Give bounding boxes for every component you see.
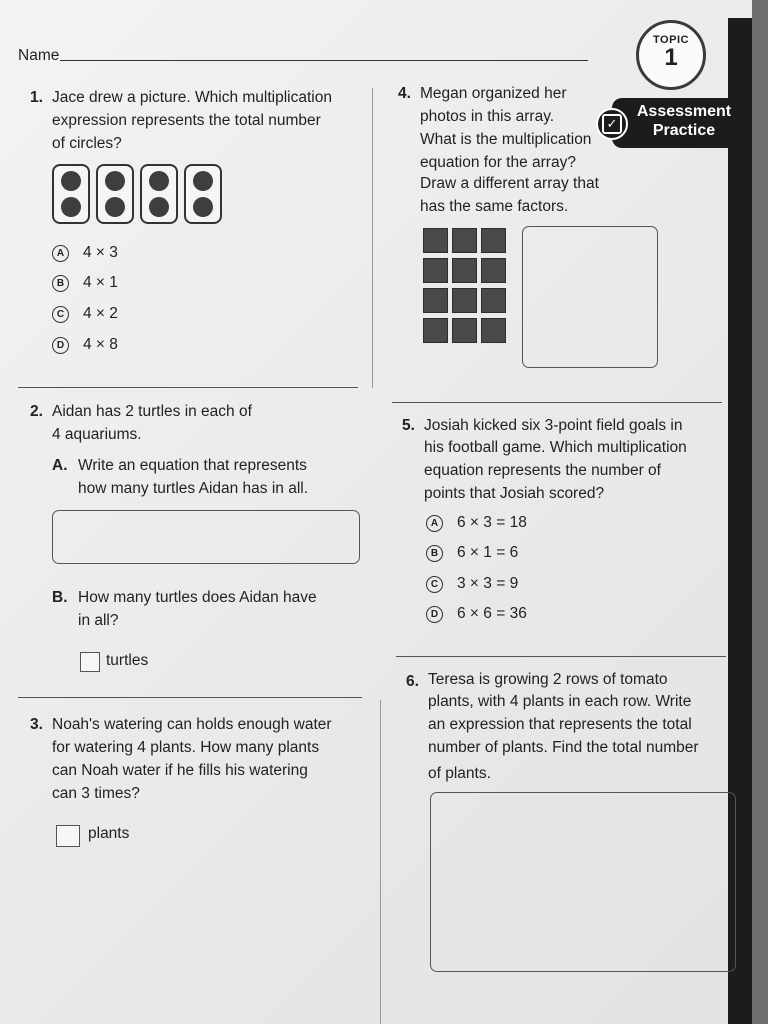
section-divider [18, 387, 358, 388]
checkbox-icon: ✓ [596, 108, 628, 140]
q4-text-line-4: equation for the array? [420, 154, 576, 171]
topic-number: 1 [664, 44, 678, 71]
q3-text-line-3: can Noah water if he fills his watering [52, 762, 308, 779]
choice-text: 3 × 3 = 9 [457, 575, 519, 592]
q6-text-line-4: number of plants. Find the total number [428, 739, 699, 756]
photo-square [423, 318, 448, 343]
choice-text: 6 × 1 = 6 [457, 544, 519, 561]
section-divider [18, 697, 362, 698]
photo-square [452, 288, 477, 313]
badge-line-1: Assessment [636, 103, 732, 120]
choice-text: 4 × 3 [83, 244, 118, 261]
q1-text-line-3: of circles? [52, 135, 122, 152]
q6-number: 6. [406, 673, 419, 690]
choice-bubble-d[interactable]: D [52, 337, 69, 354]
q4-text-line-3: What is the multiplication [420, 131, 592, 148]
q5-choice-b[interactable] [426, 544, 518, 562]
photo-square [452, 228, 477, 253]
q2-number: 2. [30, 403, 43, 420]
photo-square [481, 318, 506, 343]
choice-text: 4 × 1 [83, 274, 118, 291]
section-divider [396, 656, 726, 657]
q1-choice-a[interactable] [52, 244, 118, 262]
q3-text-line-1: Noah's watering can holds enough water [52, 716, 332, 733]
circle-card [52, 164, 90, 224]
q5-text-line-2: his football game. Which multiplication [424, 439, 687, 456]
circle-card [140, 164, 178, 224]
choice-text: 4 × 8 [83, 336, 118, 353]
q1-choice-c[interactable] [52, 305, 118, 323]
choice-bubble-c[interactable]: C [52, 306, 69, 323]
q6-text-line-3: an expression that represents the total [428, 716, 692, 733]
q2-text-line-2: 4 aquariums. [52, 426, 142, 443]
choice-bubble-c[interactable]: C [426, 576, 443, 593]
topic-label: TOPIC [653, 34, 689, 46]
choice-bubble-a[interactable]: A [426, 515, 443, 532]
q1-text-line-2: expression represents the total number [52, 112, 321, 129]
q4-number: 4. [398, 85, 411, 102]
q3-answer-unit: plants [88, 825, 130, 842]
photo-square [481, 228, 506, 253]
photo-square [423, 288, 448, 313]
q3-plants-answer-box[interactable] [56, 825, 80, 847]
photo-square [423, 258, 448, 283]
q5-choice-c[interactable] [426, 575, 518, 593]
q2-part-a-answer-box[interactable] [52, 510, 360, 564]
q2-part-a-line-2: how many turtles Aidan has in all. [78, 480, 309, 497]
q1-number: 1. [30, 89, 43, 106]
column-divider-bottom [380, 700, 381, 1024]
q5-text-line-3: equation represents the number of [424, 462, 661, 479]
q2-answer-unit: turtles [106, 652, 149, 669]
q1-text-line-1: Jace drew a picture. Which multiplication [52, 89, 332, 106]
q2-part-b-line-2: in all? [78, 612, 119, 629]
circle-card [184, 164, 222, 224]
q3-number: 3. [30, 716, 43, 733]
q2-part-a-label: A. [52, 457, 68, 474]
q4-text-line-6: has the same factors. [420, 198, 569, 215]
q3-text-line-4: can 3 times? [52, 785, 140, 802]
q6-text-line-1: Teresa is growing 2 rows of tomato [428, 671, 668, 688]
q5-text-line-1: Josiah kicked six 3-point field goals in [424, 417, 683, 434]
q2-turtles-answer-box[interactable] [80, 652, 100, 672]
q4-text-line-1: Megan organized her [420, 85, 567, 102]
q6-text-line-5: of plants. [428, 765, 491, 782]
q4-text-line-2: photos in this array. [420, 108, 555, 125]
photo-square [452, 318, 477, 343]
choice-bubble-a[interactable]: A [52, 245, 69, 262]
column-divider-top [372, 88, 373, 388]
q2-part-b-line-1: How many turtles does Aidan have [78, 589, 317, 606]
circle-card [96, 164, 134, 224]
q2-text-line-1: Aidan has 2 turtles in each of [52, 403, 252, 420]
choice-bubble-b[interactable]: B [426, 545, 443, 562]
topic-badge [636, 20, 706, 90]
q1-choice-b[interactable] [52, 274, 118, 292]
q5-text-line-4: points that Josiah scored? [424, 485, 605, 502]
q2-part-a-line-1: Write an equation that represents [78, 457, 307, 474]
choice-text: 6 × 3 = 18 [457, 514, 527, 531]
photo-square [481, 288, 506, 313]
photo-square [481, 258, 506, 283]
choice-bubble-b[interactable]: B [52, 275, 69, 292]
q4-text-line-5: Draw a different array that [420, 175, 599, 192]
q1-choice-d[interactable] [52, 336, 118, 354]
q5-choice-a[interactable] [426, 514, 527, 532]
choice-text: 4 × 2 [83, 305, 118, 322]
q5-choice-d[interactable] [426, 605, 527, 623]
q3-text-line-2: for watering 4 plants. How many plants [52, 739, 320, 756]
section-divider [392, 402, 722, 403]
assessment-practice-badge [606, 98, 732, 148]
photo-square [423, 228, 448, 253]
photo-square [452, 258, 477, 283]
q6-answer-box[interactable] [430, 792, 736, 972]
name-label: Name [18, 47, 60, 64]
q4-draw-array-box[interactable] [522, 226, 658, 368]
choice-text: 6 × 6 = 36 [457, 605, 527, 622]
choice-bubble-d[interactable]: D [426, 606, 443, 623]
name-line[interactable] [60, 60, 588, 61]
q6-text-line-2: plants, with 4 plants in each row. Write [428, 693, 692, 710]
badge-line-2: Practice [652, 122, 716, 139]
q5-number: 5. [402, 417, 415, 434]
q2-part-b-label: B. [52, 589, 68, 606]
